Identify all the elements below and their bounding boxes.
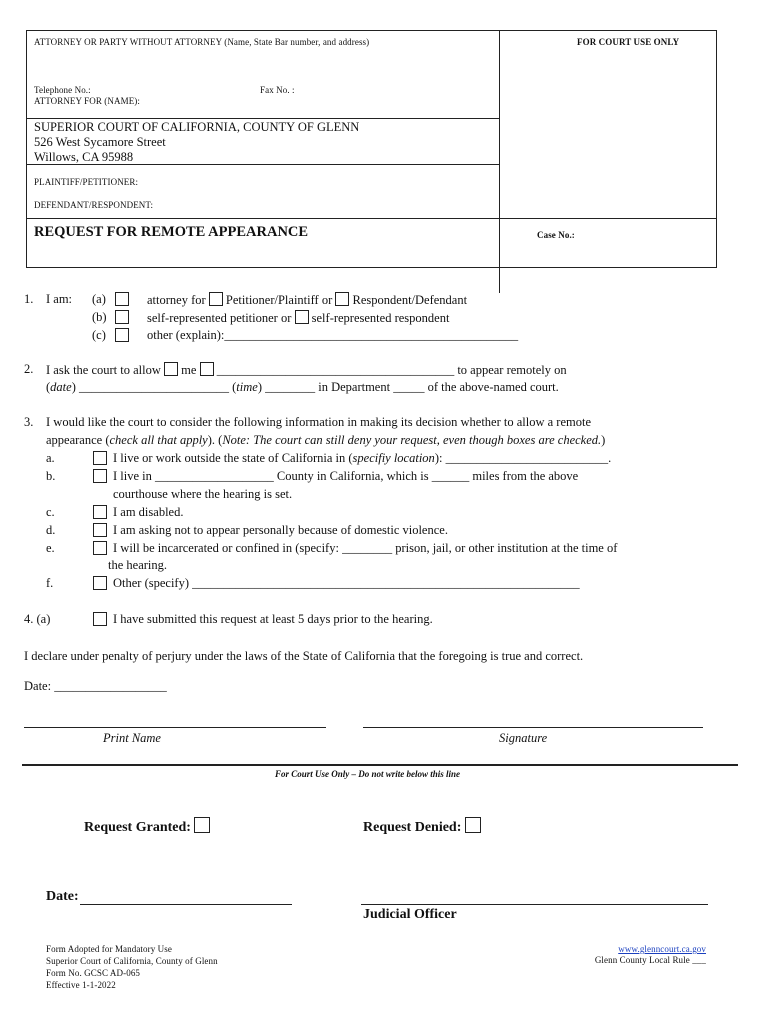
signature-label: Signature bbox=[499, 731, 548, 745]
declaration-text: I declare under penalty of perjury under the laws of the State of California that the foregoing is true and correct. bbox=[24, 649, 584, 663]
item2-number: 2. bbox=[24, 362, 34, 376]
respondent-checkbox[interactable] bbox=[335, 292, 349, 306]
request-granted-checkbox[interactable] bbox=[194, 817, 210, 833]
item1-c-text: other (explain):_______________________________________________ bbox=[147, 328, 519, 342]
declaration-date: Date: __________________ bbox=[24, 679, 167, 693]
request-denied-label: Request Denied: bbox=[363, 820, 462, 835]
court-city: Willows, CA 95988 bbox=[34, 150, 134, 164]
footer-line-4: Effective 1-1-2022 bbox=[46, 980, 116, 990]
item3-a-location: specifiy location bbox=[352, 451, 435, 465]
petitioner-checkbox[interactable] bbox=[209, 292, 223, 306]
item3-e-checkbox[interactable] bbox=[93, 541, 107, 555]
item2-line2-mid: ) ________________________ ( bbox=[71, 380, 237, 394]
item3-note: Note: The court can still deny your request, even though boxes are checked. bbox=[222, 433, 602, 447]
item3-intro2-c: ). ( bbox=[207, 433, 223, 447]
item3-intro2 bbox=[46, 433, 605, 448]
order-date-line bbox=[80, 904, 292, 905]
request-denied-checkbox[interactable] bbox=[465, 817, 481, 833]
item1-a-opt2: Respondent/Defendant bbox=[352, 293, 468, 307]
case-no-label: Case No.: bbox=[537, 230, 575, 240]
attorney-label: ATTORNEY OR PARTY WITHOUT ATTORNEY (Name, State Bar number, and address) bbox=[34, 37, 370, 47]
attorney-for-label: ATTORNEY FOR (NAME): bbox=[34, 96, 141, 106]
plaintiff-label: PLAINTIFF/PETITIONER: bbox=[34, 177, 139, 187]
item1-b-text2: self-represented respondent bbox=[311, 311, 450, 325]
footer-line-1: Form Adopted for Mandatory Use bbox=[46, 944, 172, 954]
item3-intro2-e: ) bbox=[601, 433, 606, 447]
item3-f-letter: f. bbox=[46, 576, 54, 590]
item2-line1 bbox=[46, 362, 567, 378]
item3-a-text bbox=[113, 451, 611, 466]
court-street: 526 West Sycamore Street bbox=[34, 135, 166, 149]
item3-a-checkbox[interactable] bbox=[93, 451, 107, 465]
court-use-label: FOR COURT USE ONLY bbox=[577, 37, 680, 47]
item3-e-text: I will be incarcerated or confined in (specify: ________ prison, jail, or other institution at the time of bbox=[113, 541, 618, 555]
request-granted-label: Request Granted: bbox=[84, 820, 191, 835]
court-name: SUPERIOR COURT OF CALIFORNIA, COUNTY OF GLENN bbox=[34, 120, 360, 134]
item2-date-word: date bbox=[50, 380, 72, 394]
item3-f-checkbox[interactable] bbox=[93, 576, 107, 590]
item3-c-text: I am disabled. bbox=[113, 505, 184, 519]
item1-b-text: self-represented petitioner or bbox=[147, 311, 292, 325]
judicial-officer-label: Judicial Officer bbox=[363, 907, 457, 922]
item3-b-text: I live in ___________________ County in California, which is ______ miles from the above bbox=[113, 469, 579, 483]
caption-divider-vertical bbox=[499, 30, 500, 293]
footer-line-3: Form No. GCSC AD-065 bbox=[46, 968, 141, 978]
item1-c-marker: (c) bbox=[92, 328, 106, 342]
item3-d-letter: d. bbox=[46, 523, 56, 537]
item1-b-row bbox=[147, 310, 449, 326]
item1-b-marker: (b) bbox=[92, 310, 107, 324]
item1-c-checkbox[interactable] bbox=[115, 328, 129, 342]
item1-a-row bbox=[147, 292, 467, 308]
allow-checkbox[interactable] bbox=[164, 362, 178, 376]
caption-divider-1 bbox=[26, 118, 499, 119]
item2-line2-open: ( bbox=[46, 380, 51, 394]
item3-e-letter: e. bbox=[46, 541, 55, 555]
item2-time-word: time bbox=[236, 380, 258, 394]
item2-line2 bbox=[46, 380, 559, 395]
item1-number: 1. bbox=[24, 292, 34, 306]
item1-a-text: attorney for bbox=[147, 293, 206, 307]
item4-number: 4. (a) bbox=[24, 612, 51, 626]
footer-right bbox=[595, 944, 706, 965]
court-website-link[interactable]: www.glenncourt.ca.gov bbox=[618, 944, 706, 954]
item2-line2-end: ) ________ in Department _____ of the above-named court. bbox=[257, 380, 559, 394]
item2-line1-b: ______________________________________ to appear remotely on bbox=[216, 363, 567, 377]
print-name-label: Print Name bbox=[103, 731, 161, 745]
item3-c-checkbox[interactable] bbox=[93, 505, 107, 519]
item4-text: I have submitted this request at least 5 days prior to the hearing. bbox=[113, 612, 433, 626]
footer-line-2: Superior Court of California, County of Glenn bbox=[46, 956, 218, 966]
item3-d-checkbox[interactable] bbox=[93, 523, 107, 537]
item2-me: me bbox=[181, 363, 197, 377]
request-denied-row bbox=[363, 817, 481, 836]
item3-a-text1: I live or work outside the state of California in ( bbox=[113, 451, 353, 465]
telephone-label: Telephone No.: bbox=[34, 85, 91, 95]
request-granted-row bbox=[84, 817, 210, 836]
item3-c-letter: c. bbox=[46, 505, 55, 519]
item1-a-marker: (a) bbox=[92, 292, 106, 306]
item3-b-checkbox[interactable] bbox=[93, 469, 107, 483]
order-date-label: Date: bbox=[46, 889, 79, 904]
item1-a-checkbox[interactable] bbox=[115, 292, 129, 306]
item3-a-letter: a. bbox=[46, 451, 55, 465]
item3-intro1: I would like the court to consider the following information in making its decision whether to allow a remote bbox=[46, 415, 592, 429]
self-represented-respondent-checkbox[interactable] bbox=[295, 310, 309, 324]
item3-f-text: Other (specify) ______________________________________________________________ bbox=[113, 576, 580, 590]
item3-a-text3: ): __________________________. bbox=[434, 451, 612, 465]
item3-intro2-b: check all that apply bbox=[109, 433, 208, 447]
form-title: REQUEST FOR REMOTE APPEARANCE bbox=[34, 224, 309, 240]
caption-divider-3 bbox=[26, 218, 716, 219]
item1-lead: I am: bbox=[46, 292, 73, 306]
judicial-officer-line bbox=[361, 904, 708, 905]
item1-b-checkbox[interactable] bbox=[115, 310, 129, 324]
defendant-label: DEFENDANT/RESPONDENT: bbox=[34, 200, 154, 210]
item4-a-checkbox[interactable] bbox=[93, 612, 107, 626]
signature-line bbox=[363, 727, 703, 728]
fax-label: Fax No. : bbox=[260, 85, 295, 95]
item3-b-cont: courthouse where the hearing is set. bbox=[113, 487, 293, 501]
item3-e-cont: the hearing. bbox=[108, 558, 168, 572]
item3-number: 3. bbox=[24, 415, 34, 429]
item3-intro2-a: appearance ( bbox=[46, 433, 110, 447]
court-use-only-text: For Court Use Only – Do not write below this line bbox=[275, 769, 461, 779]
court-use-divider bbox=[22, 764, 738, 766]
print-name-line bbox=[24, 727, 326, 728]
item3-b-letter: b. bbox=[46, 469, 56, 483]
item3-d-text: I am asking not to appear personally because of domestic violence. bbox=[113, 523, 448, 537]
local-rule: Glenn County Local Rule ___ bbox=[594, 955, 706, 965]
item1-a-opt1: Petitioner/Plaintiff or bbox=[225, 293, 333, 307]
item2-line1-a: I ask the court to allow bbox=[46, 363, 161, 377]
allow-other-checkbox[interactable] bbox=[200, 362, 214, 376]
